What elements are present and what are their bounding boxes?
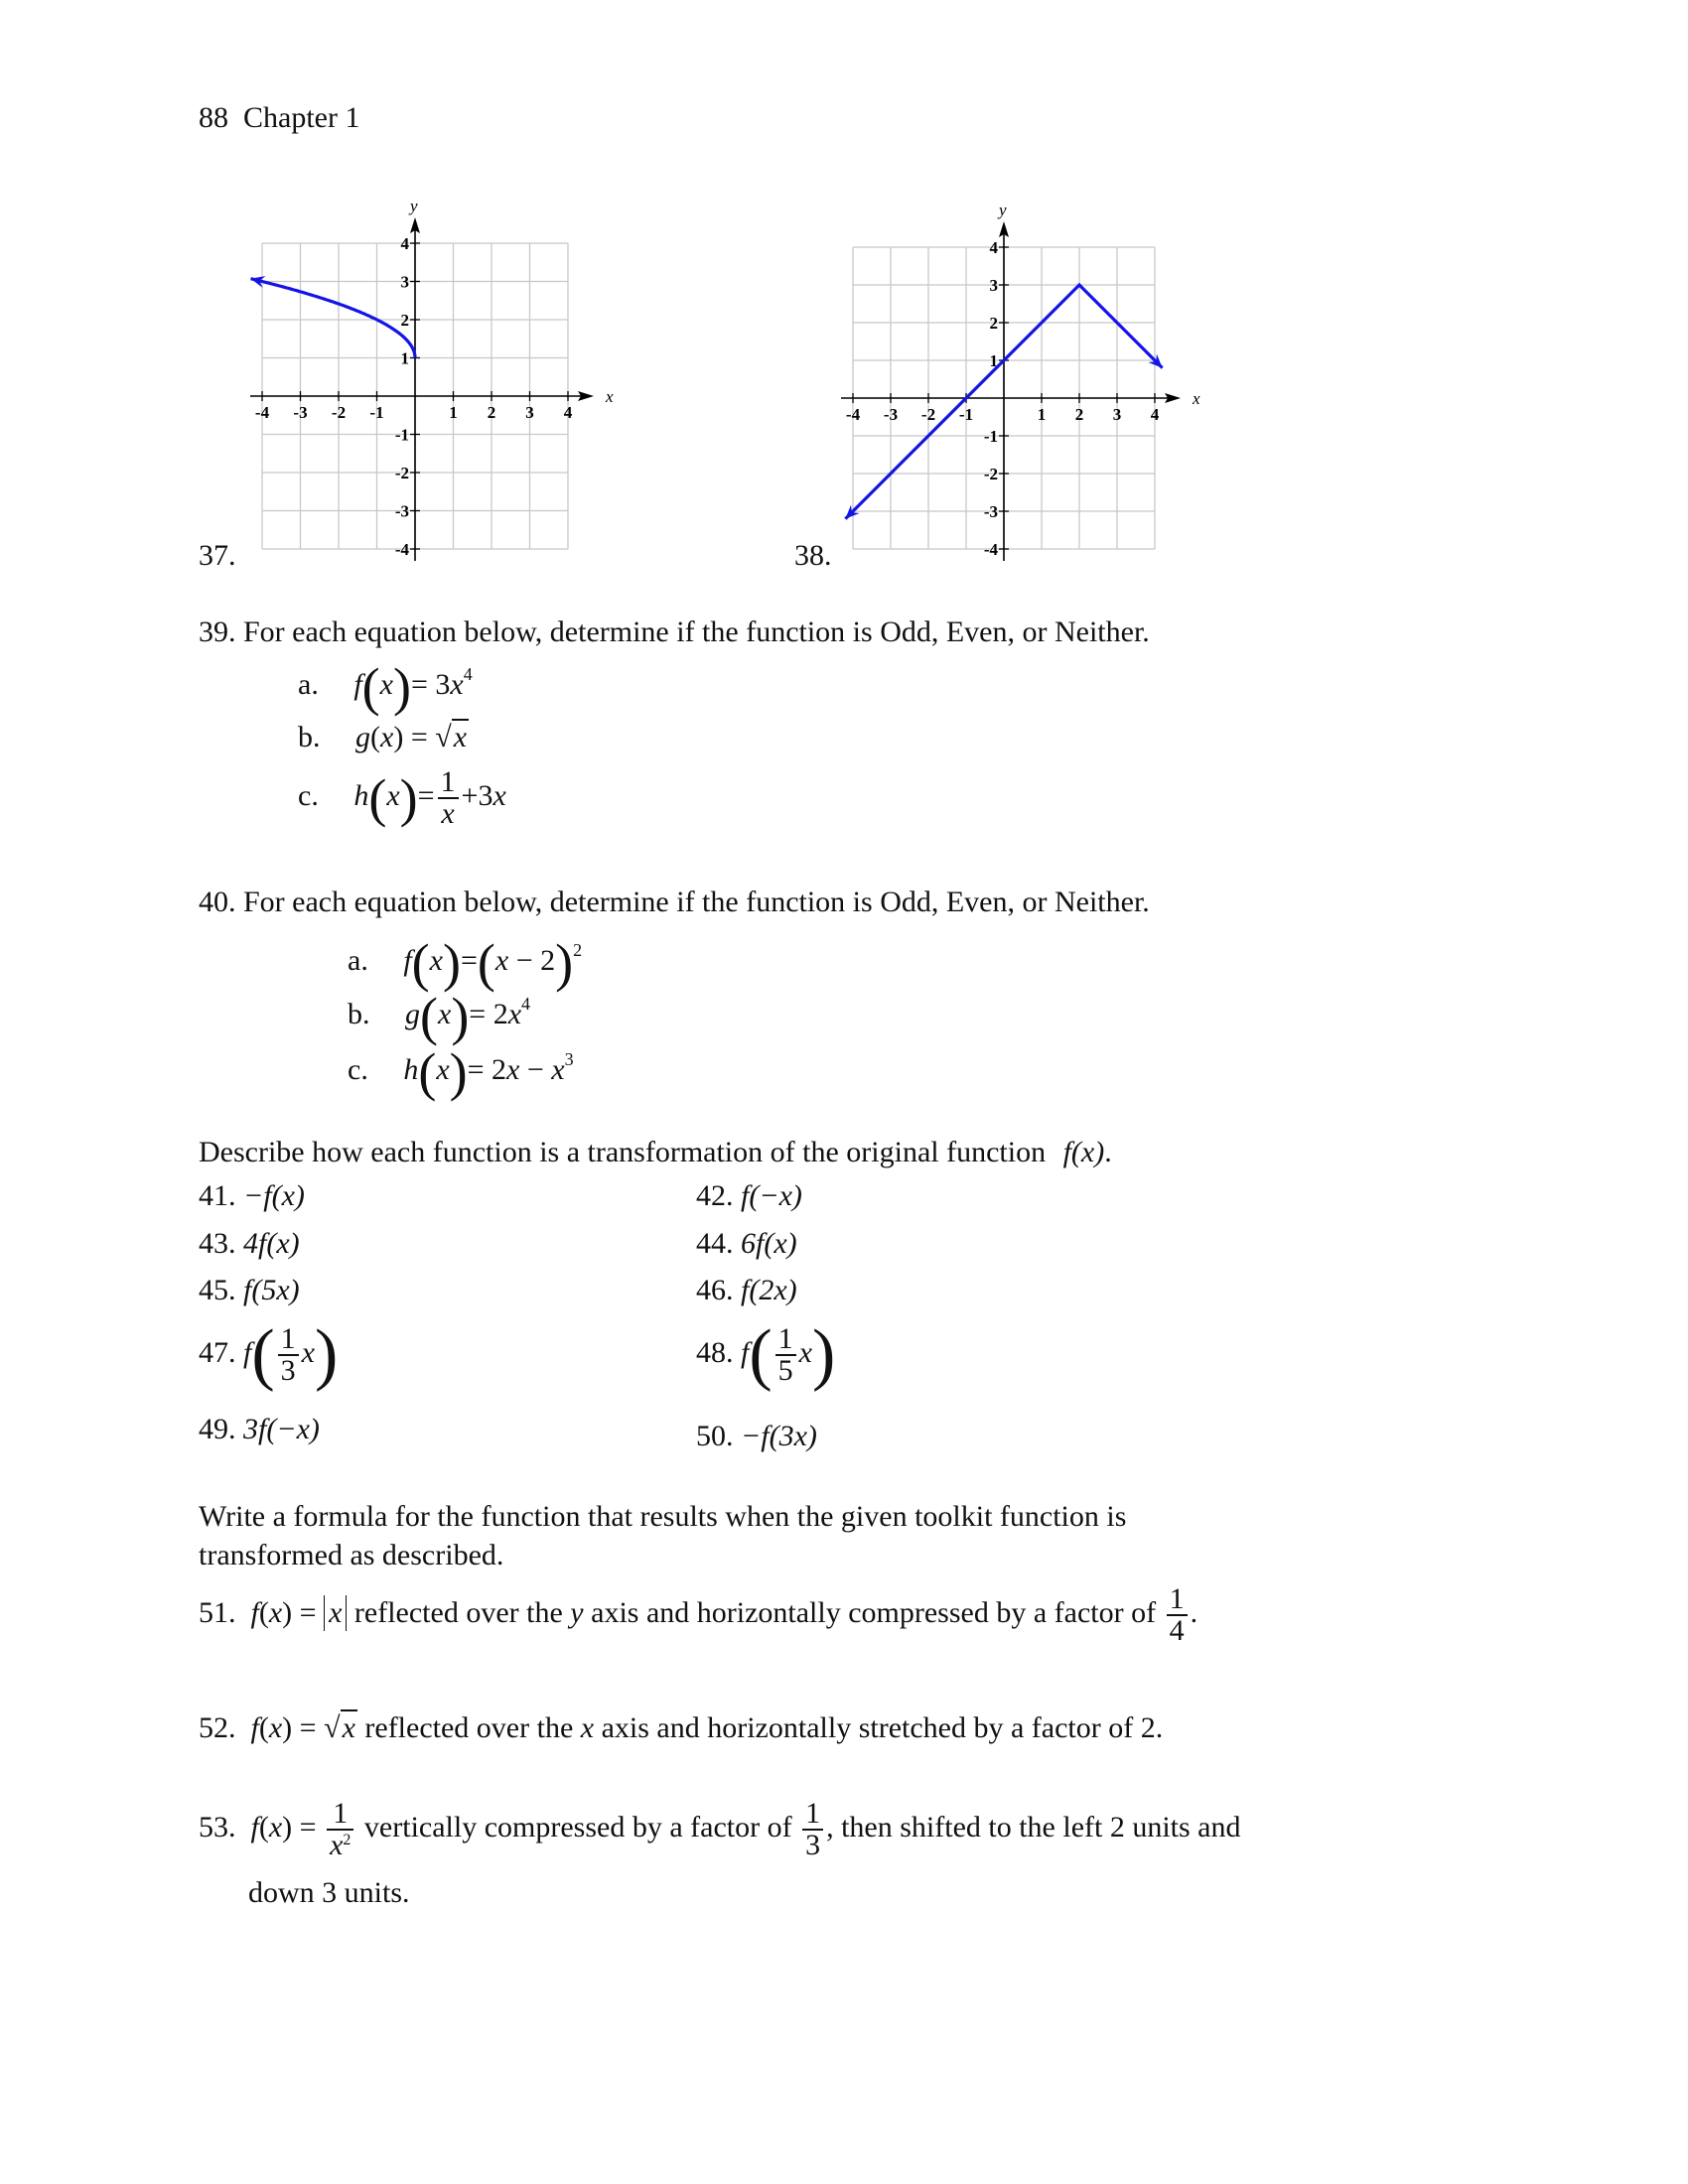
math-text: )	[811, 1316, 836, 1393]
q39-number: 39.	[199, 615, 236, 648]
math-text	[438, 767, 459, 829]
math-text: 45.	[199, 1274, 236, 1306]
math-text: x	[429, 943, 443, 977]
y-tick-label: -4	[983, 540, 998, 559]
math-text: x	[551, 1052, 565, 1086]
q39-prompt	[199, 617, 1150, 647]
formula-intro-line2: transformed as described.	[199, 1539, 504, 1571]
math-text: 3	[805, 1829, 821, 1861]
math-text: 3	[280, 1354, 296, 1387]
q40-item-b: b. $g(x)= 2x^4$	[348, 987, 531, 1046]
transform-intro: Describe how each function is a transformation of the original function f(x).	[199, 1136, 1112, 1168]
math-text: x	[324, 1595, 347, 1631]
item-label: c.	[298, 778, 319, 812]
y-tick-label: 2	[400, 311, 409, 330]
math-text: )	[314, 1316, 339, 1393]
math-text	[278, 1324, 299, 1386]
math-text: (	[418, 1042, 437, 1102]
x-tick-label: 4	[1150, 405, 1160, 424]
problem-50	[696, 1422, 817, 1451]
math-text: f	[403, 943, 412, 977]
math-text: x	[492, 778, 506, 812]
math-text: x	[301, 1335, 315, 1369]
math-text: 47.	[199, 1335, 236, 1369]
x-tick-label: 2	[487, 403, 496, 422]
problem-48	[696, 1316, 836, 1393]
y-tick-label: -1	[983, 427, 998, 446]
y-axis-label: y	[999, 201, 1007, 219]
math-text: 2	[573, 939, 583, 960]
q39-item-c: c. h(x)= $\frac{1}{x}$ +3x	[298, 765, 506, 830]
graph-38-label: 38.	[794, 539, 832, 572]
math-text	[775, 1324, 796, 1386]
q39-item-a: a. $f(x)= 3x^4$	[298, 657, 473, 717]
math-text: x	[450, 667, 464, 701]
math-text: vertically compressed by a factor of	[363, 1810, 792, 1843]
q40-text: For each equation below, determine if the function is Odd, Even, or Neither.	[243, 886, 1150, 918]
math-text	[1167, 1584, 1188, 1646]
x-tick-label: -4	[845, 405, 861, 424]
y-tick-label: -3	[983, 502, 998, 521]
math-text: x	[436, 1052, 450, 1086]
math-text: x	[507, 997, 522, 1030]
math-text: 1	[278, 1324, 299, 1356]
math-text: x	[580, 1711, 595, 1744]
y-tick-label: 3	[400, 272, 409, 292]
math-text	[802, 1799, 823, 1860]
graph-37	[228, 189, 635, 586]
math-text: 6f(x)	[741, 1227, 797, 1260]
problem-41	[199, 1181, 305, 1211]
math-text: )	[392, 657, 411, 717]
y-tick-label: 1	[989, 351, 998, 370]
math-text: f	[741, 1335, 750, 1369]
x-tick-label: 3	[1112, 405, 1122, 424]
math-text: , then shifted to the left 2 units and	[826, 1810, 1241, 1843]
item-label: c.	[348, 1052, 368, 1086]
problem-42	[696, 1181, 802, 1211]
math-text: x	[268, 1711, 283, 1744]
math-text	[327, 1799, 353, 1860]
problem-47	[199, 1316, 339, 1393]
math-text: 46.	[696, 1274, 734, 1306]
problem-49	[199, 1415, 320, 1444]
math-text: (	[361, 657, 380, 717]
math-text: √x	[324, 1711, 355, 1744]
problem-53-line2: down 3 units.	[248, 1876, 410, 1909]
q40-prompt	[199, 887, 1150, 917]
math-text: x	[379, 667, 393, 701]
math-text: 4	[521, 993, 531, 1014]
x-tick-label: -3	[883, 405, 899, 424]
math-text: 42.	[696, 1179, 734, 1212]
math-text: 1	[327, 1799, 353, 1831]
problem-44	[696, 1229, 797, 1259]
chapter-title: Chapter 1	[243, 101, 360, 134]
math-text: 4	[463, 663, 473, 684]
math-text: (	[749, 1316, 773, 1393]
problem-43	[199, 1229, 300, 1259]
x-tick-label: -1	[958, 405, 974, 424]
math-text: x	[494, 943, 509, 977]
math-text: g	[405, 997, 420, 1030]
problem-51: 51. f(x) = x reflected over the y axis and horizontally compressed by a factor of $\frac{1}{4}$ .	[199, 1582, 1198, 1647]
math-text: x	[330, 1829, 344, 1861]
math-text: 41.	[199, 1179, 236, 1212]
math-text: x	[386, 778, 400, 812]
page-header	[199, 103, 359, 133]
math-text: f	[243, 1335, 252, 1369]
math-text: x	[453, 721, 468, 753]
math-text: (	[411, 933, 430, 993]
math-text: axis and horizontally compressed by a factor of	[591, 1595, 1157, 1629]
problem-46	[696, 1276, 797, 1305]
math-text: .	[1190, 1595, 1198, 1629]
item-label: b.	[348, 997, 370, 1030]
y-tick-label: 4	[989, 238, 998, 257]
math-text: 4f(x)	[243, 1227, 300, 1260]
math-text: 48.	[696, 1335, 734, 1369]
x-axis-label: x	[606, 387, 614, 406]
math-text: 1	[438, 767, 459, 799]
math-text: −f(x)	[243, 1179, 305, 1212]
y-tick-label: -1	[394, 425, 409, 445]
x-tick-label: 2	[1074, 405, 1084, 424]
item-label: b.	[298, 721, 321, 753]
math-text: 53.	[199, 1810, 236, 1843]
intro-text: Describe how each function is a transformation of the original function	[199, 1136, 1047, 1168]
q40-number: 40.	[199, 886, 236, 918]
math-text: (	[477, 933, 495, 993]
x-tick-label: 1	[449, 403, 458, 422]
y-tick-label: 1	[400, 348, 409, 368]
math-text: )	[451, 987, 470, 1046]
x-tick-label: -1	[369, 403, 384, 422]
math-text: 5	[777, 1354, 793, 1387]
math-text: 1	[1167, 1584, 1188, 1616]
y-tick-label: 3	[989, 276, 998, 295]
x-tick-label: -3	[293, 403, 308, 422]
math-text: f	[250, 1595, 259, 1629]
y-tick-label: -3	[394, 501, 409, 521]
math-text: x	[798, 1335, 812, 1369]
math-text: )	[555, 933, 574, 993]
math-text	[327, 1831, 353, 1860]
math-text: f(−x)	[741, 1179, 802, 1212]
math-text: f	[353, 667, 362, 701]
x-tick-label: -2	[331, 403, 347, 422]
x-tick-label: 3	[525, 403, 534, 422]
math-text: f(5x)	[243, 1274, 300, 1306]
math-text: x	[268, 1810, 283, 1843]
y-tick-label: -4	[394, 540, 409, 559]
sqrt-symbol: √x	[435, 721, 468, 753]
y-tick-label: 4	[400, 234, 409, 253]
math-text: reflected over the	[353, 1595, 563, 1629]
math-text: 50.	[696, 1420, 734, 1452]
math-text: x	[380, 721, 394, 753]
math-text: h	[403, 1052, 419, 1086]
y-tick-label: -2	[983, 465, 998, 483]
page-number: 88	[199, 101, 228, 134]
math-text: 43.	[199, 1227, 236, 1260]
math-text: x	[437, 997, 452, 1030]
math-text: x	[342, 1711, 355, 1744]
problem-53: 53. f(x) = $\frac{1}{x^2}$ vertically compressed by a factor of $\frac{1}{3}$ , then shifted to the left 2 units and	[199, 1797, 1241, 1861]
math-text: f	[250, 1810, 259, 1843]
math-text: x	[506, 1052, 520, 1086]
y-axis-label: y	[410, 197, 418, 215]
x-tick-label: -2	[920, 405, 936, 424]
math-text: (	[420, 987, 438, 1046]
graph-38	[816, 189, 1223, 586]
math-text: 1	[775, 1324, 796, 1356]
math-text: g	[355, 721, 370, 753]
y-tick-label: 2	[989, 314, 998, 333]
math-text: 49.	[199, 1413, 236, 1445]
math-text: 52.	[199, 1711, 236, 1744]
x-tick-label: 4	[563, 403, 573, 422]
math-text: reflected over the	[364, 1711, 574, 1744]
math-text: 2	[343, 1832, 352, 1848]
math-text: axis and horizontally stretched by a factor of 2.	[601, 1711, 1164, 1744]
math-text: )	[449, 1042, 468, 1102]
item-label: a.	[348, 943, 368, 977]
q40-item-a: a. $f(x)=(x - 2)^2$	[348, 933, 583, 993]
math-text: 3f(−x)	[243, 1413, 320, 1445]
math-text: 4	[1169, 1614, 1185, 1647]
x-tick-label: -4	[254, 403, 270, 422]
math-text: −f(3x)	[741, 1420, 817, 1452]
formula-intro-line1: Write a formula for the function that results when the given toolkit function is	[199, 1500, 1127, 1533]
math-text: f	[250, 1711, 259, 1744]
x-tick-label: 1	[1037, 405, 1047, 424]
intro-function: f(x)	[1062, 1136, 1105, 1168]
problem-45	[199, 1276, 300, 1305]
graph-37-label: 37.	[199, 539, 236, 572]
math-text: 1	[802, 1799, 823, 1831]
math-text: (	[251, 1316, 275, 1393]
q39-text: For each equation below, determine if the function is Odd, Even, or Neither.	[243, 615, 1150, 648]
math-text: x	[441, 797, 455, 830]
math-text: 44.	[696, 1227, 734, 1260]
x-axis-label: x	[1193, 389, 1200, 408]
math-text: f(2x)	[741, 1274, 797, 1306]
math-text: (	[368, 768, 387, 828]
problem-52: 52. f(x) = √x reflected over the x axis and horizontally stretched by a factor of 2.	[199, 1711, 1164, 1744]
q39-item-b: b. g(x) = √x	[298, 721, 468, 753]
math-text: )	[399, 768, 418, 828]
math-text: )	[442, 933, 461, 993]
item-label: a.	[298, 667, 319, 701]
q40-item-c: c. $h(x)= 2x - x^3$	[348, 1042, 574, 1102]
function-curve	[251, 279, 416, 358]
math-text: h	[353, 778, 369, 812]
math-text: 51.	[199, 1595, 236, 1629]
math-text: 3	[564, 1048, 574, 1069]
math-text: y	[570, 1595, 584, 1629]
y-tick-label: -2	[394, 464, 409, 482]
math-text: x	[268, 1595, 283, 1629]
